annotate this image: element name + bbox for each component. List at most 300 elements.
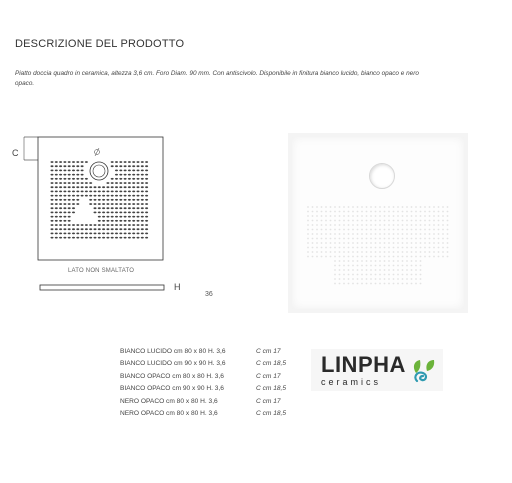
antislip-dot	[128, 170, 131, 172]
antislip-dot	[379, 242, 381, 244]
antislip-dot	[438, 247, 440, 249]
antislip-dot	[330, 215, 332, 217]
antislip-dot	[76, 228, 79, 230]
antislip-dot	[63, 191, 66, 193]
antislip-dot	[119, 195, 122, 197]
antislip-dot	[55, 170, 58, 172]
antislip-dot	[366, 269, 368, 271]
antislip-dot	[115, 228, 118, 230]
antislip-dot	[59, 233, 62, 235]
antislip-dot	[132, 170, 135, 172]
antislip-dot	[98, 186, 101, 188]
antislip-dot	[348, 274, 350, 276]
antislip-dot	[307, 238, 309, 240]
antislip-dot	[339, 229, 341, 231]
antislip-dot	[415, 211, 417, 213]
antislip-dot	[384, 256, 386, 258]
antislip-dot	[68, 195, 71, 197]
antislip-dot	[59, 207, 62, 209]
antislip-dot	[321, 211, 323, 213]
antislip-dot	[357, 278, 359, 280]
antislip-dot	[420, 260, 422, 262]
antislip-dot	[124, 207, 127, 209]
antislip-dot	[348, 206, 350, 208]
antislip-dot	[352, 247, 354, 249]
antislip-dot	[361, 256, 363, 258]
antislip-dot	[415, 206, 417, 208]
antislip-dot	[98, 191, 101, 193]
antislip-dot	[81, 182, 84, 184]
antislip-dot	[415, 224, 417, 226]
antislip-dot	[119, 212, 122, 214]
antislip-dot	[388, 265, 390, 267]
antislip-dot	[420, 242, 422, 244]
antislip-dot	[375, 238, 377, 240]
antislip-dot	[72, 203, 75, 205]
antislip-dot	[141, 220, 144, 222]
antislip-dot	[334, 256, 336, 258]
antislip-dot	[325, 220, 327, 222]
antislip-dot	[111, 233, 114, 235]
antislip-dot	[433, 220, 435, 222]
antislip-dot	[307, 211, 309, 213]
antislip-dot	[111, 191, 114, 193]
antislip-dot	[111, 224, 114, 226]
antislip-dot	[111, 220, 114, 222]
antislip-dot	[137, 199, 140, 201]
antislip-dot	[145, 212, 148, 214]
antislip-dot	[388, 283, 390, 285]
antislip-dot	[375, 229, 377, 231]
antislip-dot	[312, 220, 314, 222]
antislip-dot	[89, 203, 92, 205]
antislip-dot	[433, 238, 435, 240]
antislip-dot	[393, 274, 395, 276]
antislip-dot	[424, 242, 426, 244]
antislip-dot	[102, 191, 105, 193]
antislip-dot	[411, 278, 413, 280]
antislip-dot	[68, 207, 71, 209]
antislip-dot	[388, 242, 390, 244]
antislip-dot	[388, 220, 390, 222]
antislip-dot	[411, 269, 413, 271]
antislip-dot	[406, 211, 408, 213]
antislip-dot	[366, 206, 368, 208]
antislip-dot	[115, 216, 118, 218]
antislip-dot	[94, 191, 97, 193]
antislip-dot	[370, 233, 372, 235]
antislip-dot	[420, 278, 422, 280]
antislip-dot	[119, 174, 122, 176]
antislip-dot	[357, 274, 359, 276]
antislip-dot	[366, 211, 368, 213]
antislip-dot	[330, 211, 332, 213]
antislip-dot	[366, 283, 368, 285]
antislip-dot	[312, 215, 314, 217]
antislip-dot	[85, 224, 88, 226]
antislip-dot	[55, 174, 58, 176]
antislip-dot	[379, 229, 381, 231]
antislip-dot	[76, 237, 79, 239]
antislip-dot	[330, 220, 332, 222]
antislip-dot	[339, 238, 341, 240]
antislip-dot	[106, 186, 109, 188]
antislip-dot	[339, 220, 341, 222]
antislip-dot	[63, 182, 66, 184]
antislip-dot	[128, 199, 131, 201]
antislip-dot	[132, 220, 135, 222]
antislip-dot	[343, 215, 345, 217]
antislip-dot	[102, 224, 105, 226]
antislip-dot	[111, 178, 114, 180]
antislip-dot	[352, 238, 354, 240]
antislip-dot	[330, 256, 332, 258]
antislip-dot	[137, 216, 140, 218]
antislip-dot	[384, 233, 386, 235]
antislip-dot	[429, 238, 431, 240]
antislip-dot	[132, 233, 135, 235]
antislip-dot	[384, 220, 386, 222]
antislip-dot	[111, 203, 114, 205]
antislip-dot	[59, 161, 62, 163]
antislip-dot	[339, 215, 341, 217]
antislip-dot	[55, 233, 58, 235]
antislip-dot	[384, 215, 386, 217]
antislip-dot	[312, 229, 314, 231]
antislip-dot	[370, 274, 372, 276]
antislip-dot	[81, 237, 84, 239]
antislip-dot	[420, 224, 422, 226]
antislip-dot	[352, 211, 354, 213]
antislip-dot	[361, 215, 363, 217]
antislip-dot	[119, 233, 122, 235]
antislip-dot	[81, 228, 84, 230]
antislip-dot	[63, 212, 66, 214]
antislip-dot	[81, 178, 84, 180]
antislip-dot	[384, 269, 386, 271]
antislip-dot	[343, 242, 345, 244]
antislip-dot	[357, 220, 359, 222]
antislip-dot	[406, 251, 408, 253]
antislip-dot	[307, 233, 309, 235]
drain-icon	[90, 162, 108, 180]
antislip-dot	[357, 269, 359, 271]
antislip-dot	[102, 237, 105, 239]
antislip-dot	[393, 242, 395, 244]
antislip-dot	[442, 229, 444, 231]
antislip-dot	[76, 191, 79, 193]
antislip-dot	[379, 274, 381, 276]
antislip-dot	[348, 229, 350, 231]
antislip-dot	[366, 220, 368, 222]
antislip-dot	[51, 233, 54, 235]
antislip-dot	[429, 251, 431, 253]
antislip-dot	[411, 229, 413, 231]
antislip-dot	[106, 199, 109, 201]
antislip-dot	[316, 224, 318, 226]
product-photo	[288, 133, 468, 313]
antislip-dot	[128, 207, 131, 209]
antislip-dot	[361, 242, 363, 244]
antislip-dot	[397, 251, 399, 253]
antislip-dot	[375, 265, 377, 267]
antislip-dot	[334, 278, 336, 280]
antislip-dot	[321, 215, 323, 217]
antislip-dot	[343, 260, 345, 262]
antislip-dot	[393, 224, 395, 226]
dim-h-label: H	[174, 282, 181, 292]
antislip-dot	[141, 203, 144, 205]
antislip-dot	[411, 215, 413, 217]
antislip-dot	[402, 215, 404, 217]
antislip-dot	[339, 260, 341, 262]
antislip-dot	[63, 170, 66, 172]
antislip-dot	[63, 224, 66, 226]
antislip-dot	[424, 233, 426, 235]
antislip-dot	[55, 203, 58, 205]
antislip-dot	[420, 247, 422, 249]
antislip-dot	[312, 211, 314, 213]
antislip-dot	[402, 238, 404, 240]
antislip-dot	[384, 251, 386, 253]
antislip-dot	[379, 238, 381, 240]
antislip-dot	[402, 251, 404, 253]
antislip-dot	[115, 203, 118, 205]
antislip-dot	[316, 220, 318, 222]
antislip-dot	[94, 237, 97, 239]
antislip-dot	[124, 191, 127, 193]
antislip-dot	[402, 247, 404, 249]
antislip-dot	[72, 186, 75, 188]
antislip-dot	[352, 224, 354, 226]
antislip-dot	[102, 216, 105, 218]
antislip-dot	[384, 211, 386, 213]
antislip-dot	[420, 215, 422, 217]
antislip-dot	[307, 206, 309, 208]
antislip-dot	[379, 269, 381, 271]
antislip-dot	[141, 233, 144, 235]
antislip-dot	[397, 283, 399, 285]
antislip-dot	[137, 165, 140, 167]
antislip-dot	[415, 238, 417, 240]
antislip-dot	[334, 265, 336, 267]
antislip-dot	[361, 269, 363, 271]
antislip-dot	[357, 242, 359, 244]
antislip-dot	[361, 220, 363, 222]
antislip-dot	[115, 182, 118, 184]
antislip-dot	[352, 220, 354, 222]
antislip-dot	[343, 283, 345, 285]
antislip-dot	[94, 207, 97, 209]
antislip-dot	[141, 178, 144, 180]
antislip-dot	[119, 237, 122, 239]
antislip-dot	[128, 191, 131, 193]
antislip-dot	[375, 251, 377, 253]
antislip-dot	[411, 274, 413, 276]
antislip-dot	[397, 260, 399, 262]
antislip-dot	[51, 161, 54, 163]
antislip-dot	[357, 247, 359, 249]
antislip-dot	[145, 199, 148, 201]
antislip-dot	[316, 247, 318, 249]
antislip-dot	[312, 242, 314, 244]
antislip-dot	[402, 211, 404, 213]
antislip-dot	[145, 207, 148, 209]
antislip-dot	[94, 228, 97, 230]
antislip-dot	[411, 251, 413, 253]
antislip-dot	[397, 274, 399, 276]
antislip-dot	[424, 256, 426, 258]
antislip-dot	[348, 242, 350, 244]
antislip-dot	[72, 174, 75, 176]
antislip-dot	[321, 238, 323, 240]
antislip-dot	[415, 278, 417, 280]
antislip-dot	[438, 238, 440, 240]
antislip-dot	[137, 161, 140, 163]
antislip-dot	[361, 274, 363, 276]
antislip-dot	[393, 251, 395, 253]
antislip-dot	[85, 228, 88, 230]
antislip-dot	[316, 242, 318, 244]
antislip-dot	[406, 265, 408, 267]
antislip-dot	[124, 178, 127, 180]
antislip-dot	[370, 229, 372, 231]
antislip-dot	[94, 212, 97, 214]
antislip-dot	[397, 242, 399, 244]
antislip-dot	[81, 186, 84, 188]
antislip-dot	[339, 233, 341, 235]
antislip-dot	[98, 233, 101, 235]
antislip-dot	[89, 228, 92, 230]
antislip-dot	[137, 224, 140, 226]
antislip-dot	[397, 256, 399, 258]
antislip-dot	[424, 238, 426, 240]
antislip-dot	[397, 220, 399, 222]
antislip-dot	[51, 224, 54, 226]
antislip-dot	[397, 206, 399, 208]
antislip-dot	[348, 265, 350, 267]
antislip-dot	[379, 215, 381, 217]
drawing-svg	[0, 130, 230, 310]
antislip-dot	[55, 195, 58, 197]
antislip-dot	[384, 283, 386, 285]
antislip-dot	[59, 195, 62, 197]
antislip-dot	[68, 178, 71, 180]
antislip-dot	[388, 247, 390, 249]
antislip-dot	[85, 186, 88, 188]
antislip-dot	[94, 199, 97, 201]
antislip-dot	[51, 182, 54, 184]
antislip-dot	[72, 207, 75, 209]
antislip-dot	[141, 170, 144, 172]
antislip-dot	[76, 174, 79, 176]
antislip-dot	[137, 207, 140, 209]
antislip-dot	[59, 170, 62, 172]
antislip-dot	[321, 224, 323, 226]
antislip-dot	[307, 220, 309, 222]
antislip-dot	[406, 238, 408, 240]
antislip-dot	[124, 233, 127, 235]
antislip-dot	[402, 233, 404, 235]
antislip-dot	[339, 211, 341, 213]
antislip-dot	[63, 174, 66, 176]
antislip-dot	[325, 247, 327, 249]
antislip-dot	[361, 233, 363, 235]
antislip-dot	[447, 256, 449, 258]
antislip-dot	[128, 216, 131, 218]
antislip-dot	[312, 224, 314, 226]
dim-36-label: 36	[205, 291, 213, 298]
antislip-dot	[128, 165, 131, 167]
antislip-dot	[145, 203, 148, 205]
antislip-dot	[334, 206, 336, 208]
antislip-dot	[447, 233, 449, 235]
antislip-dot	[334, 251, 336, 253]
antislip-dot	[442, 211, 444, 213]
antislip-dot	[420, 229, 422, 231]
antislip-dot	[406, 278, 408, 280]
antislip-dot	[334, 215, 336, 217]
antislip-dot	[76, 186, 79, 188]
antislip-dot	[411, 260, 413, 262]
antislip-dot	[68, 182, 71, 184]
antislip-dot	[334, 233, 336, 235]
antislip-dot	[132, 199, 135, 201]
antislip-dot	[72, 182, 75, 184]
antislip-dot	[68, 237, 71, 239]
antislip-dot	[352, 269, 354, 271]
antislip-dot	[357, 256, 359, 258]
antislip-dot	[124, 174, 127, 176]
antislip-dot	[442, 238, 444, 240]
antislip-dot	[325, 206, 327, 208]
antislip-dot	[132, 212, 135, 214]
antislip-dot	[89, 199, 92, 201]
antislip-dot	[98, 216, 101, 218]
antislip-dot	[76, 178, 79, 180]
antislip-dot	[115, 220, 118, 222]
antislip-dot	[384, 224, 386, 226]
antislip-dot	[352, 206, 354, 208]
antislip-dot	[361, 278, 363, 280]
antislip-dot	[312, 256, 314, 258]
antislip-dot	[415, 260, 417, 262]
antislip-dot	[59, 237, 62, 239]
antislip-dot	[393, 265, 395, 267]
antislip-dot	[384, 247, 386, 249]
antislip-dot	[68, 186, 71, 188]
antislip-dot	[51, 237, 54, 239]
antislip-dot	[76, 199, 79, 201]
antislip-dot	[415, 233, 417, 235]
antislip-dot	[339, 251, 341, 253]
antislip-dot	[411, 242, 413, 244]
antislip-dot	[132, 203, 135, 205]
antislip-dot	[115, 165, 118, 167]
antislip-dot	[379, 260, 381, 262]
antislip-dot	[420, 233, 422, 235]
antislip-dot	[307, 247, 309, 249]
antislip-dot	[370, 211, 372, 213]
antislip-dot	[375, 215, 377, 217]
antislip-dot	[357, 260, 359, 262]
antislip-dot	[124, 228, 127, 230]
antislip-dot	[68, 203, 71, 205]
antislip-dot	[343, 274, 345, 276]
antislip-dot	[343, 278, 345, 280]
antislip-dot	[132, 165, 135, 167]
antislip-dot	[370, 224, 372, 226]
